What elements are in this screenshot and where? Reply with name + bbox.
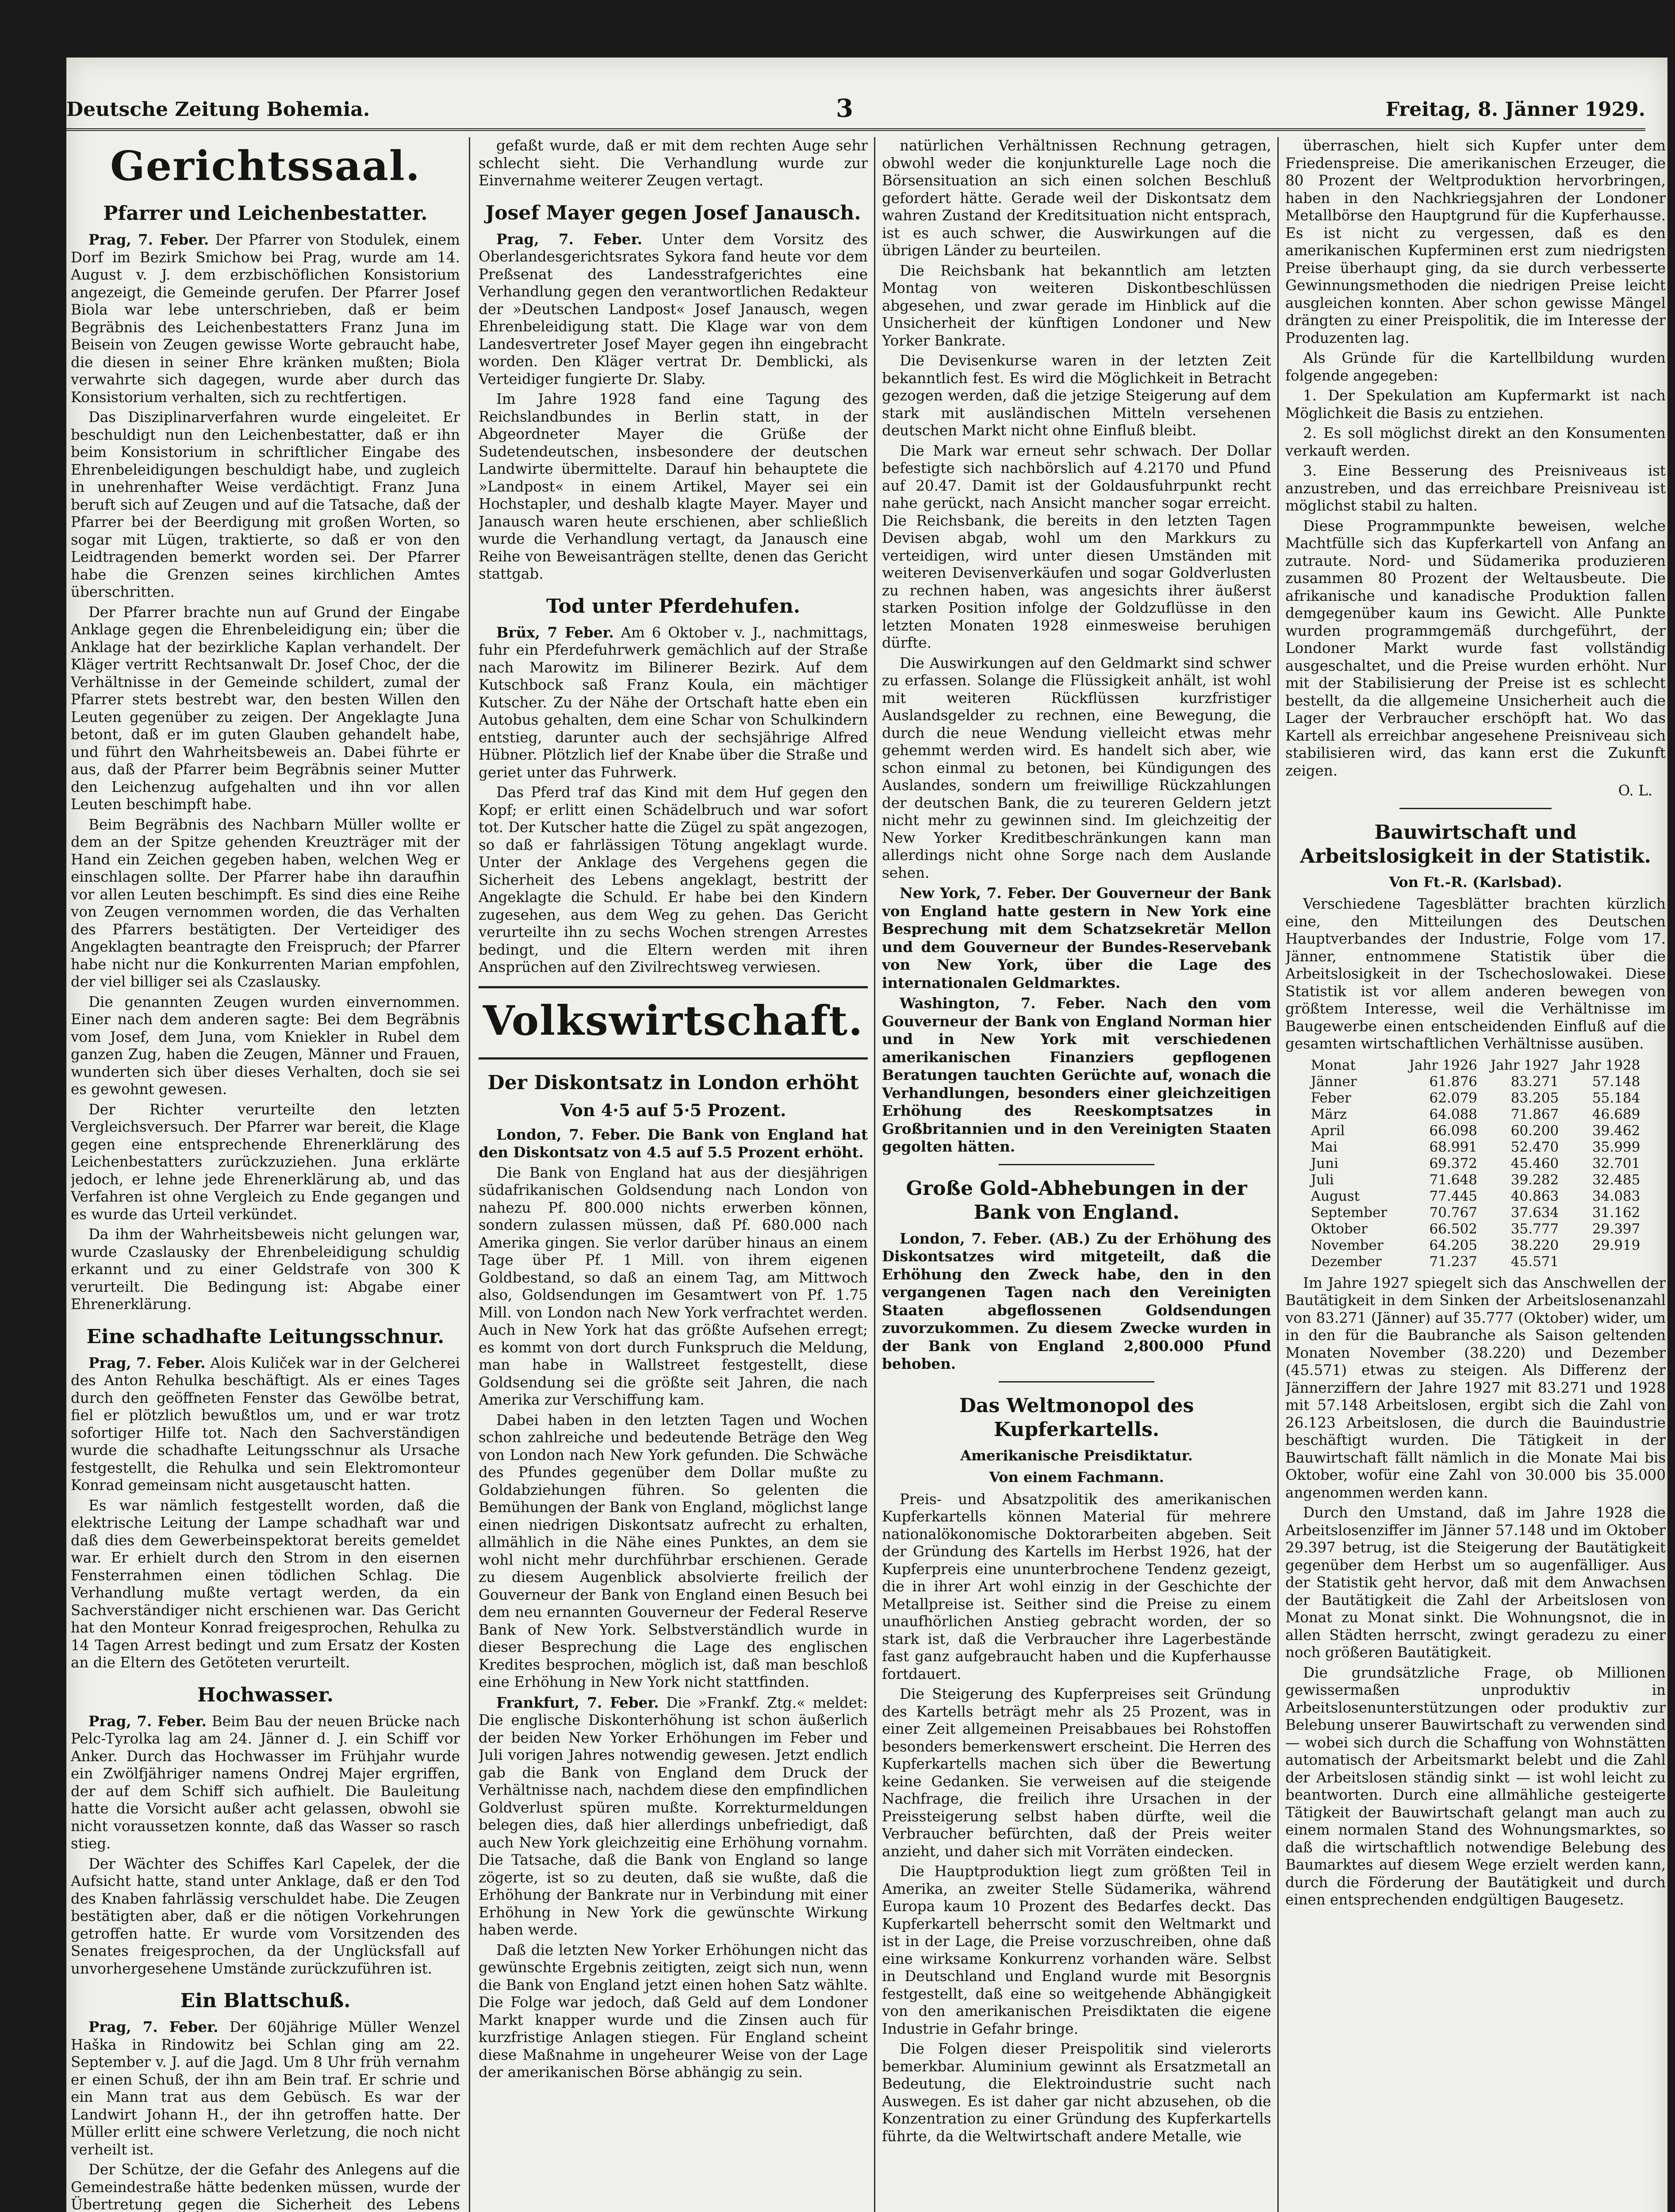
article-paragraph: Das Disziplinarverfahren wurde eingeleitet. Er beschuldigt nun den Leichenbestatter, daß er ihn beim Konsistorium in schriftlicher Eingabe des Ehrenbeleidigungen beschuldigt habe, und zugleich in unehrenhafter Weise verdächtigt. Franz Juna beruft sich auf Zeugen und auf die Tatsache, daß der Pfarrer bei der Beerdigung mit großen Worten, so sogar mit Lügen, traktierte, so daß er von den Leidtragenden bemerkt worden sei. Der Pfarrer habe die Grenzen seines kirchlichen Amtes überschritten.	[71, 409, 460, 600]
section-header-box	[479, 986, 868, 1060]
value-cell: 83.271	[1510, 1073, 1559, 1090]
value-cell: 71.867	[1510, 1106, 1559, 1122]
paragraph-text: Die »Frankf. Ztg.« meldet: Die englische Diskonterhöhung ist schon äußerlich der beiden New Yorker Erhöhungen im Feber und Juli vorigen Jahres notwendig gewesen. Jetzt endlich gab die Bank von England dem Druck der Verhältnisse nach, nachdem diese den empfindlichen Goldverlust spüren mußte. Korrekturmeldungen belegen dies, daß hier allerdings unbefriedigt, daß auch New York gleichzeitig eine Erhöhung vornahm. Die Tatsache, daß die Bank von England so lange zögerte, ist so zu deuten, daß sie wußte, daß die Erhöhung der Bankrate nur in Verbindung mit einer Erhöhung in New York die gewünschte Wirkung haben werde.	[479, 1694, 868, 1938]
article-byline: Von einem Fachmann.	[989, 1469, 1164, 1486]
article-paragraph: gefaßt wurde, daß er mit dem rechten Auge sehr schlecht sieht. Die Verhandlung wurde zur Einvernahme weiterer Zeugen vertagt.	[479, 137, 868, 189]
dateline: Prag, 7. Feber.	[88, 1712, 207, 1730]
article-paragraph	[71, 1713, 460, 1853]
value-cell: 52.470	[1510, 1139, 1559, 1155]
value-cell: 39.462	[1592, 1122, 1641, 1139]
value-cell: 70.767	[1429, 1204, 1478, 1221]
paragraph-text: Nach den vom Gouverneur der Bank von England Norman hier und in New York mit verschiedenen amerikanischen Finanziers gepflogenen Beratungen tauchten Gerüchte auf, wonach die Verhandlungen, besonders einer gleichzeitigen Erhöhung des Reeskomptsatzes in Großbritannien und in den Vereinigten Staaten gegolten hätten.	[882, 995, 1271, 1155]
dateline: Prag, 7. Feber.	[88, 1354, 206, 1371]
article-subtitle: Amerikanische Preisdiktatur.	[960, 1447, 1193, 1464]
issue-date: Freitag, 8. Jänner 1929.	[1385, 98, 1645, 121]
article-title: Das Weltmonopol des Kupferkartells.	[959, 1394, 1194, 1441]
article-title: Große Gold-Abhebungen in der Bank von England.	[906, 1177, 1247, 1224]
month-cell: Mai	[1311, 1139, 1338, 1155]
table-row	[1308, 1221, 1643, 1237]
article-paragraph: Die Mark war erneut sehr schwach. Der Dollar befestigte sich nachbörslich auf 4.2170 und Pfund auf 20.47. Damit ist der Goldausfuhrpunkt recht nahe gerückt, nach Ansicht mancher sogar erreicht. Die Reichsbank, die bereits in den letzten Tagen Devisen abgab, wohl um den Markkurs zu verteidigen, wird unter diesen Umständen mit weiteren Devisenverkäufen und sogar Goldverlusten zu rechnen haben, was angesichts ihrer äußerst starken Position infolge der Goldzuflüsse in den letzten Monaten 1928 einmesweise beruhigen dürfte.	[882, 442, 1271, 651]
article-paragraph: Im Jahre 1927 spiegelt sich das Anschwellen der Bautätigkeit in dem Sinken der Arbeitslosenanzahl von 83.271 (Jänner) auf 35.777 (Oktober) wider, um in den für die Baubranche als Saison geltenden Monaten November (38.220) und Dezember (45.571) etwas zu steigen. Als Differenz der Jännerziffern der Jahre 1927 mit 83.271 und 1928 mit 57.148 Arbeitslosen, ergibt sich die Zahl von 26.123 Arbeitslosen, die durch die Bauindustrie beschäftigt wurden. Die Tätigkeit in der Bauwirtschaft fällt nämlich in die Monate Mai bis Oktober, wofür eine Zahl von 30.000 bis 35.000 angenommen werden kann.	[1285, 1274, 1666, 1501]
column-2	[479, 137, 868, 2212]
value-cell: 60.200	[1510, 1122, 1559, 1139]
newspaper-name: Deutsche Zeitung Bohemia.	[66, 98, 370, 121]
article-paragraph	[71, 1354, 460, 1494]
table-row	[1308, 1172, 1643, 1188]
article-paragraph	[479, 230, 868, 388]
table-row	[1308, 1106, 1643, 1123]
value-cell: 45.571	[1510, 1253, 1559, 1270]
article-paragraph: Das Pferd traf das Kind mit dem Huf gegen den Kopf; er erlitt einen Schädelbruch und war sofort tot. Der Kutscher hatte die Zügel zu spät angezogen, so daß er fahrlässigen Tötung angeklagt wurde. Unter der Anklage des Vergehens gegen die Sicherheit des Lebens angeklagt, bestritt der Angeklagte die Schuld. Er habe bei den Kindern zugesehen, aus dem Weg zu gehen. Das Gericht verurteilte ihn zu sechs Wochen strengen Arrestes bedingt, und die Eltern werden mit ihren Ansprüchen auf den Zivilrechtsweg verwiesen.	[479, 784, 868, 975]
column-1	[71, 137, 460, 2212]
month-cell: Juli	[1311, 1171, 1334, 1188]
value-cell: 34.083	[1592, 1188, 1641, 1204]
divider	[1399, 808, 1552, 809]
article-lead	[479, 1126, 868, 1162]
list-item: 1. Der Spekulation am Kupfermarkt ist nach Möglichkeit die Basis zu entziehen.	[1285, 387, 1666, 422]
column-rule	[874, 137, 875, 2212]
column-3	[882, 137, 1271, 2212]
value-cell: 37.634	[1510, 1204, 1559, 1221]
paragraph-text: Zu der Erhöhung des Diskontsatzes wird mitgeteilt, daß die Erhöhung den Zweck habe, den in den vergangenen Tagen nach den Vereinigten Staaten abgeflossenen Goldsendungen zuvorzukommen. Zu diesem Zwecke wurden in der Bank von England 2,800.000 Pfund behoben.	[882, 1229, 1271, 1372]
value-cell: 68.991	[1429, 1139, 1478, 1155]
list-item: 3. Eine Besserung des Preisniveaus ist anzustreben, und das erreichbare Preisniveau ist möglichst stabil zu halten.	[1285, 462, 1666, 514]
page-number: 3	[836, 94, 853, 123]
article-paragraph: Preis- und Absatzpolitik des amerikanischen Kupferkartells können Material für mehrere nationalökonomische Doktorarbeiten abgeben. Seit der Gründung des Kartells im Herbst 1926, hat der Kupferpreis eine ununterbrochene Tendenz gezeigt, die in ihrer Art wohl einzig in der Geschichte der Metallpreise ist. Seither sind die Preise zu einem unaufhörlichen Anstieg gebracht worden, der so stark ist, daß die Verbraucher ihre Lagerbestände fast ganz aufgebraucht haben und die Kupferhausse fortdauert.	[882, 1490, 1271, 1682]
value-cell: 83.205	[1510, 1090, 1559, 1106]
section-title-volkswirtschaft: Volkswirtschaft.	[483, 996, 864, 1045]
value-cell: 40.863	[1510, 1188, 1559, 1204]
value-cell: 32.701	[1592, 1155, 1641, 1171]
article-paragraph: Da ihm der Wahrheitsbeweis nicht gelungen war, wurde Czaslausky der Ehrenbeleidigung schuldig erkannt und zu einer Geldstrafe von 300 K verurteilt. Die Bedingung ist: Abgabe einer Ehrenerklärung.	[71, 1226, 460, 1313]
author-signature: O. L.	[1618, 782, 1652, 799]
paragraph-text: Beim Bau der neuen Brücke nach Pelc-Tyrolka lag am 24. Jänner d. J. ein Schiff vor Anker. Durch das Hochwasser im Frühjahr wurde ein Zwölfjähriger namens Ondrej Majer ergriffen, der auf dem Schiff sich aufhielt. Die Bauleitung hatte die Vorsicht außer acht gelassen, obwohl sie nicht voraussetzen konnte, daß das Wasser so rasch stieg.	[71, 1713, 460, 1852]
article-title: Hochwasser.	[197, 1683, 334, 1706]
dateline: Frankfurt, 7. Feber.	[496, 1694, 659, 1711]
month-cell: Oktober	[1311, 1221, 1368, 1237]
dateline: Brüx, 7 Feber.	[496, 623, 614, 641]
table-row	[1308, 1254, 1643, 1270]
dateline: London, 7. Feber. (AB.)	[900, 1229, 1091, 1247]
value-cell: 29.397	[1592, 1221, 1641, 1237]
article-paragraph: Verschiedene Tagesblätter brachten kürzlich eine, den Mitteilungen des Deutschen Hauptverbandes der Industrie, Folge vom 17. Jänner, entnommene Statistik über die Arbeitslosigkeit in der Tschechoslowakei. Diese Statistik ist vor allem anderen bewegen von größtem Interesse, weil die Verhältnisse im Baugewerbe einen entscheidenden Einfluß auf die gesamten wirtschaftlichen Verhältnisse ausüben.	[1285, 895, 1666, 1052]
value-cell: 66.502	[1429, 1221, 1478, 1237]
lead-text: Die Bank von England hat den Diskontsatz von 4.5 auf 5.5 Prozent erhöht.	[479, 1125, 868, 1161]
article-paragraph	[71, 231, 460, 406]
article-paragraph: Durch den Umstand, daß im Jahre 1928 die Arbeitslosenziffer im Jänner 57.148 und im Oktober 29.397 betrug, ist die Steigerung der Bautätigkeit gegenüber dem Herbst um so augenfälliger. Aus der Statistik geht hervor, daß mit dem Anwachsen der Bautätigkeit die Zahl der Arbeitslosen von Monat zu Monat sinkt. Die Wohnungsnot, die in allen Städten herrscht, zwingt geradezu zu einer noch größeren Bautätigkeit.	[1285, 1504, 1666, 1661]
article-paragraph: Die Folgen dieser Preispolitik sind vielerorts bemerkbar. Aluminium gewinnt als Ersatzmetall an Bedeutung, die Elektroindustrie sucht nach Auswegen. Es ist daher gar nicht abzusehen, ob die Konzentration zu einer Gründung des Kupferkartells führte, da die Weltwirtschaft andere Metalle, wie	[882, 2040, 1271, 2145]
value-cell: 77.445	[1429, 1188, 1478, 1204]
table-row	[1308, 1139, 1643, 1156]
table-header: Monat	[1311, 1057, 1356, 1073]
article-paragraph: natürlichen Verhältnissen Rechnung getragen, obwohl weder die konjunkturelle Lage noch die Börsensituation an sich einen solchen Beschluß gefordert hätte. Gerade weil der Diskontsatz dem wahren Zustand der Kreditsituation nicht entsprach, ist es auch schwer, die Auswirkungen auf die übrigen Länder zu beurteilen.	[882, 137, 1271, 259]
article-paragraph: Der Wächter des Schiffes Karl Capelek, der die Aufsicht hatte, stand unter Anklage, daß er den Tod des Knaben fahrlässig verschuldet habe. Die Zeugen bestätigten aber, daß er die nötigen Vorkehrungen getroffen hatte. Er wurde vom Vorsitzenden des Senates freigesprochen, da der Unglücksfall auf unvorhergesehene Umstände zurückzuführen ist.	[71, 1855, 460, 1977]
article-paragraph: Die Reichsbank hat bekanntlich am letzten Montag von weiteren Diskontbeschlüssen abgesehen, und zwar gerade im Hinblick auf die Unsicherheit der künftigen Londoner und New Yorker Bankrate.	[882, 262, 1271, 349]
divider	[999, 1381, 1154, 1382]
paragraph-text: Unter dem Vorsitz des Oberlandesgerichtsrates Sykora fand heute vor dem Preßsenat des Landesstrafgerichtes eine Verhandlung gegen den verantwortlichen Redakteur der »Deutschen Landpost« Josef Janausch, wegen Ehrenbeleidigung statt. Die Klage war von dem Landesvertreter Josef Mayer gegen ihn eingebracht worden. Den Kläger vertrat Dr. Demblicki, als Verteidiger fungierte Dr. Slaby.	[479, 230, 868, 388]
table-row	[1308, 1156, 1643, 1172]
article-paragraph: Die Steigerung des Kupferpreises seit Gründung des Kartells beträgt mehr als 25 Prozent, was in einer Zeit allgemeinen Preisabbaues bei Rohstoffen besonders bemerkenswert erscheint. Die Herren des Kupferkartells machen sich über die Bewertung keine Gedanken. Sie verweisen auf die steigende Nachfrage, die freilich ihre Ursachen in der Preissteigerung selbst haben dürfte, weil die Verbraucher befürchten, daß der Preis weiter anzieht, und daher sich mit Vorräten eindecken.	[882, 1686, 1271, 1860]
article-paragraph: Die genannten Zeugen wurden einvernommen. Einer nach dem anderen sagte: Bei dem Begräbnis vom Josef, dem Juna, vom Kniekler in Rubel dem ganzen Zug, haben die Zeugen, Männer und Frauen, wunderten sich über dieses Verhalten, doch sie sei es gewohnt gewesen.	[71, 993, 460, 1098]
table-row	[1308, 1237, 1643, 1254]
table-row	[1308, 1205, 1643, 1221]
paragraph-text: Alois Kuliček war in der Gelcherei des Anton Rehulka beschäftigt. Als er eines Tages durch den geöffneten Fenster das Gewölbe betrat, fiel er plötzlich bewußtlos um, und er war trotz sofortiger Hilfe tot. Nach den Sachverständigen wurde die schadhafte Leitungsschnur als Ursache festgestellt, die Rehulka und sein Elektromonteur Konrad gemeinsam nicht ausgetauscht hatten.	[71, 1354, 460, 1494]
month-cell: August	[1311, 1188, 1360, 1204]
value-cell: 71.648	[1429, 1171, 1478, 1188]
table-header: Jahr 1926	[1409, 1057, 1478, 1073]
article-title: Tod unter Pferdehufen.	[546, 595, 801, 618]
dateline: Washington, 7. Feber.	[900, 995, 1105, 1012]
value-cell: 71.237	[1429, 1253, 1478, 1270]
value-cell: 66.098	[1429, 1122, 1478, 1139]
article-title: Eine schadhafte Leitungsschnur.	[86, 1325, 445, 1348]
article-paragraph: Es war nämlich festgestellt worden, daß die elektrische Leitung der Lampe schadhaft war und daß dies dem Gewerbeinspektorat bereits gemeldet war. Er erhielt durch den Strom in den eisernen Fensterrahmen einen tödlichen Schlag. Die Verhandlung mußte vertagt werden, da ein Sachverständiger nicht erschienen war. Das Gericht hat den Monteur Konrad freigesprochen, Rehulka zu 14 Tagen Arrest bedingt und zum Ersatz der Kosten an die Eltern des Getöteten verurteilt.	[71, 1497, 460, 1671]
paragraph-text: Der Gouverneur der Bank von England hatte gestern in New York eine Besprechung mit dem Schatzsekretär Mellon und dem Gouverneur der Bundes-Reservebank von New York, über die Lage des internationalen Geldmarktes.	[882, 884, 1271, 991]
article-title: Pfarrer und Leichenbestatter.	[103, 202, 428, 225]
value-cell: 39.282	[1510, 1171, 1559, 1188]
article-paragraph	[479, 624, 868, 782]
article-paragraph: Der Richter verurteilte den letzten Vergleichsversuch. Der Pfarrer war bereit, die Klage gegen eine entsprechende Ehrenerklärung des Leichenbestatters zurückzuziehen. Juna erklärte jedoch, er lehne jede Ehrenerklärung ab, und das Verfahren ist ohne Vergleich zu Ende gegangen und es wurde das Urteil verkündet.	[71, 1101, 460, 1223]
paragraph-text: Der 60jährige Müller Wenzel Haška in Rindowitz bei Schlan ging am 22. September v. J. auf die Jagd. Um 8 Uhr früh vernahm er einen Schuß, der ihn am Bein traf. Er schrie und ein Mann trat aus dem Gebüsch. Es war der Landwirt Johann H., der ihn getroffen hatte. Der Müller erlitt eine schwere Verletzung, die noch nicht verheilt ist.	[71, 2019, 460, 2158]
column-rule	[1277, 137, 1279, 2212]
value-cell: 35.777	[1510, 1221, 1559, 1237]
article-paragraph: Als Gründe für die Kartellbildung wurden folgende angegeben:	[1285, 349, 1666, 384]
article-subtitle: Von 4·5 auf 5·5 Prozent.	[560, 1100, 786, 1120]
article-paragraph: Die Bank von England hat aus der diesjährigen südafrikanischen Goldsendung nach London von nahezu Pf. 800.000 nichts erwerben können, sondern zulassen müssen, daß Pf. 680.000 nach Amerika gingen. Sie verlor darüber hinaus an einem Tage über Pf. 1 Mill. von ihrem eigenen Goldbestand, so daß an einem Tag, am Mittwoch also, Goldsendungen im Gesamtwert von Pf. 1.75 Mill. von London nach New York verfrachtet werden. Auch in New York hat das größte Aufsehen erregt; es kommt von dort durch Funkspruch die Meldung, man habe in Wallstreet festgestellt, diese Goldsendung sei die größte seit Jahren, die nach Amerika zur Verschiffung kam.	[479, 1164, 868, 1408]
value-cell: 61.876	[1429, 1073, 1478, 1090]
article-paragraph: Die Devisenkurse waren in der letzten Zeit bekanntlich fest. Es wird die Möglichkeit in Betracht gezogen werden, daß die jetzige Steigerung auf dem stark mit ausländischen Mitteln versehenen deutschen Markt nicht ohne Einfluß bleibt.	[882, 352, 1271, 439]
dateline: Prag, 7. Feber.	[88, 2018, 218, 2035]
dateline: Prag, 7. Feber.	[88, 231, 209, 248]
article-paragraph: Dabei haben in den letzten Tagen und Wochen schon zahlreiche und bedeutende Beträge den Weg von London nach New York gefunden. Die Schwäche des Pfundes gegenüber dem Dollar mußte zu Goldabziehungen führen. So gelenten die Bemühungen der Bank von England, möglichst lange einen niedrigen Diskontsatz aufrecht zu erhalten, allmählich in die Nähe eines Punktes, an dem sie wohl nicht mehr durchführbar erschienen. Gerade zu diesem Augenblick absolvierte freilich der Gouverneur der Bank von England einen Besuch bei dem neu ernannten Gouverneur der Federal Reserve Bank of New York. Selbstverständlich wurde in dieser Besprechung die Lage des englischen Kredites besprochen, möglich ist, daß man beschloß eine Erhöhung in New York nicht stattfinden.	[479, 1411, 868, 1690]
dateline: Prag, 7. Feber.	[496, 230, 643, 248]
month-cell: Jänner	[1311, 1073, 1357, 1090]
paragraph-text: Der Pfarrer von Stodulek, einem Dorf im Bezirk Smichow bei Prag, wurde am 14. August v. J. dem erzbischöflichen Konsistorium angezeigt, die Gemeinde gerufen. Der Pfarrer Josef Biola war lebe unterschrieben, daß er beim Begräbnis des Leichenbestatters Franz Juna im Beisein von Zeugen gewisse Worte gebraucht habe, die diesen in seiner Ehre kränken mußten; Biola verwahrte sich dagegen, wurde aber durch das Konsistorium verhalten, sich zu rechtfertigen.	[71, 231, 460, 406]
unemployment-table	[1308, 1057, 1643, 1270]
paragraph-text: Am 6 Oktober v. J., nachmittags, fuhr ein Pferdefuhrwerk gemächlich auf der Straße nach Marowitz im Bilinerer Bezirk. Auf dem Kutschbock saß Franz Koula, ein mächtiger Kutscher. Zu der Nähe der Ortschaft hatte eben ein Autobus gehalten, dem eine Schar von Schulkindern entstieg, darunter auch der sechsjährige Alfred Hübner. Plötzlich lief der Knabe über die Straße und geriet unter das Fuhrwerk.	[479, 624, 868, 781]
masthead	[66, 62, 1645, 131]
value-cell: 32.485	[1592, 1171, 1641, 1188]
article-paragraph: Der Schütze, der die Gefahr des Anlegens auf die Gemeindestraße hätte bedenken müssen, wurde der Übertretung gegen die Sicherheit des Lebens	[71, 2161, 460, 2212]
table-header: Jahr 1928	[1572, 1057, 1641, 1073]
month-cell: November	[1311, 1237, 1384, 1253]
article-title: Der Diskontsatz in London erhöht	[487, 1071, 859, 1094]
table-body	[1308, 1074, 1643, 1270]
article-paragraph: Die grundsätzliche Frage, ob Millionen gewissermaßen unproduktiv in Arbeitslosenunterstützungen oder produktiv zur Belebung unserer Bauwirtschaft zu verwenden sind — wobei sich durch die Schaffung von Wohnstätten automatisch der Arbeitsmarkt belebt und die Zahl der Arbeitslosen ständig sinkt — ist wohl leicht zu beantworten. Durch eine allmähliche gesteigerte Tätigkeit der Bauwirtschaft gelangt man auch zu einem normalen Stand des Wohnungsmarktes, so daß die wirtschaftlich notwendige Belebung des Baumarktes auf diesem Wege erzielt werden kann, durch die Förderung der Bautätigkeit und durch einen entsprechenden endgültigen Baugesetz.	[1285, 1664, 1666, 1908]
article-paragraph	[71, 2018, 460, 2158]
value-cell: 35.999	[1592, 1139, 1641, 1155]
value-cell: 69.372	[1429, 1155, 1478, 1171]
article-paragraph: überraschen, hielt sich Kupfer unter dem Friedenspreise. Die amerikanischen Erzeuger, die 80 Prozent der Weltproduktion hervorbringen, haben in den Nachkriegsjahren der Londoner Metallbörse den Hauptgrund für die Kupferhausse. Es ist nicht zu vergessen, daß es den amerikanischen Kupferminen erst zum niedrigsten Preise überhaupt ging, da sie durch verbesserte Gewinnungsmethoden die niedrigen Preise leicht ausgleichen konnten. Aber schon gewisse Mängel drängten zu einer Preispolitik, die im Interesse der Produzenten lag.	[1285, 137, 1666, 346]
value-cell: 45.460	[1510, 1155, 1559, 1171]
table-row	[1308, 1074, 1643, 1090]
month-cell: Feber	[1311, 1090, 1351, 1106]
value-cell: 57.148	[1592, 1073, 1641, 1090]
value-cell	[1561, 1254, 1643, 1270]
value-cell: 29.919	[1592, 1237, 1641, 1253]
table-header: Jahr 1927	[1490, 1057, 1559, 1073]
month-cell: Juni	[1311, 1155, 1338, 1171]
article-title: Bauwirtschaft und Arbeitslosigkeit in der Statistik.	[1300, 821, 1651, 868]
article-paragraph: Diese Programmpunkte beweisen, welche Machtfülle sich das Kupferkartell von Anfang an zutraute. Nord- und Südamerika produzieren zusammen 80 Prozent der Weltausbeute. Die afrikanische und kanadische Produktion fallen demgegenüber kaum ins Gewicht. Alle Punkte wurden programmgemäß durchgeführt, der Londoner Markt wurde fast vollständig ausgeschaltet, und die Preise wurden erhöht. Nur mit der Stabilisierung der Preise ist es schlecht bestellt, da die allgemeine Unsicherheit auch die Lager der Verbraucher erschöpft hat. Wo das Kartell als erreichbar angesehene Preisniveau sich stabilisieren wird, das kann erst die Zukunft zeigen.	[1285, 517, 1666, 779]
value-cell: 64.205	[1429, 1237, 1478, 1253]
article-title: Josef Mayer gegen Josef Janausch.	[485, 201, 861, 224]
article-paragraph	[479, 1694, 868, 1939]
list-item: 2. Es soll möglichst direkt an den Konsumenten verkauft werden.	[1285, 425, 1666, 459]
article-paragraph: Die Hauptproduktion liegt zum größten Teil in Amerika, an zweiter Stelle Südamerika, während Europa kaum 10 Prozent des Bedarfes deckt. Das Kupferkartell beherrscht somit den Weltmarkt und ist in der Lage, die Preise vorzuschreiben, ohne daß eine wirksame Konkurrenz vorhanden wäre. Selbst in Deutschland und England wurde mit Besorgnis festgestellt, daß eine so weitgehende Abhängigkeit von den amerikanischen Preisdiktaten die eigene Industrie in Gefahr bringe.	[882, 1863, 1271, 2037]
column-4	[1285, 137, 1666, 2212]
article-paragraph	[882, 995, 1271, 1156]
article-byline: Von Ft.-R. (Karlsbad).	[1389, 873, 1562, 891]
value-cell: 31.162	[1592, 1204, 1641, 1221]
month-cell: Dezember	[1311, 1253, 1382, 1270]
value-cell: 38.220	[1510, 1237, 1559, 1253]
article-paragraph: Daß die letzten New Yorker Erhöhungen nicht das gewünschte Ergebnis zeitigten, zeigt sich nun, wenn die Bank von England jetzt einen hohen Satz wählte. Die Folge war jedoch, daß Geld auf dem Londoner Markt knapper wurde und die Zinsen auch für kurzfristige Anlagen stiegen. Für England scheint diese Maßnahme in ungeheurer Weise von der Lage der amerikanischen Börse abhängig zu sein.	[479, 1941, 868, 2081]
table-row	[1308, 1188, 1643, 1205]
value-cell: 55.184	[1592, 1090, 1641, 1106]
value-cell: 62.079	[1429, 1090, 1478, 1106]
month-cell: September	[1311, 1204, 1388, 1221]
article-paragraph: Beim Begräbnis des Nachbarn Müller wollte er dem an der Spitze gehenden Kreuzträger mit der Hand ein Zeichen gegeben haben, welchen Weg er einschlagen sollte. Der Pfarrer habe ihn daraufhin vor allen Leuten beschimpft. Es sind dies eine Reihe von Zeugen vernommen worden, die das Verhalten des Pfarrers bestätigten. Der Verteidiger des Angeklagten beantragte den Freispruch; der Pfarrer habe nicht nur die Konkurrenten Marian empfohlen, der viel billiger sei als Czaslausky.	[71, 816, 460, 990]
month-cell: März	[1311, 1106, 1347, 1122]
dateline: London, 7. Feber.	[496, 1125, 640, 1143]
value-cell: 46.689	[1592, 1106, 1641, 1122]
article-paragraph: Der Pfarrer brachte nun auf Grund der Eingabe Anklage gegen die Ehrenbeleidigung ein; über die Anklage hat der bezirkliche Kaplan verhandelt. Der Kläger vertritt Rechtsanwalt Dr. Josef Choc, der die Verhältnisse in der Gemeinde schildert, zumal der Pfarrer stets bestrebt war, den besten Willen den Leuten gegenüber zu zeigen. Der Angeklagte Juna betont, daß er im guten Glauben gehandelt habe, und führt den Wahrheitsbeweis an. Dabei führte er aus, daß der Pfarrer beim Begräbnis seiner Mutter den Leichenzug aufgehalten und ihn vor allen Leuten beschimpft habe.	[71, 603, 460, 813]
article-paragraph	[882, 1230, 1271, 1373]
table-header-row	[1308, 1057, 1643, 1074]
table-row	[1308, 1123, 1643, 1139]
article-paragraph	[882, 884, 1271, 992]
column-rule	[469, 137, 470, 2212]
value-cell: 64.088	[1429, 1106, 1478, 1122]
dateline: New York, 7. Feber.	[900, 884, 1057, 902]
table-row	[1308, 1090, 1643, 1106]
article-title: Ein Blattschuß.	[180, 1989, 351, 2012]
article-paragraph: Die Auswirkungen auf den Geldmarkt sind schwer zu erfassen. Solange die Flüssigkeit anhält, ist wohl mit weiteren Rückflüssen kurzfristiger Auslandsgelder zu rechnen, eine Bewegung, die durch die neue Wendung vielleicht etwas mehr gehemmt werden wird. Es handelt sich aber, wie schon einmal zu betonen, bei Kündigungen des Auslandes, sondern um freiwillige Rückzahlungen der deutschen Bank, die zu teureren Geldern jetzt nicht mehr zu gewinnen sind. Im gleichzeitig der New Yorker Kreditbeschränkungen kann man allerdings nicht ohne Sorge nach dem Auslande sehen.	[882, 654, 1271, 881]
divider	[999, 1164, 1154, 1165]
article-paragraph: Im Jahre 1928 fand eine Tagung des Reichslandbundes in Berlin statt, in der Abgeordneter Mayer die Grüße der Sudetendeutschen, insbesondere der deutschen Landwirte übermittelte. Darauf hin behauptete die »Landpost« in einem Artikel, Mayer sei ein Hochstapler, und deshalb klagte Mayer. Mayer und Janausch waren heute erschienen, aber schließlich wurde die Verhandlung vertagt, da Janausch eine Reihe von Beweisanträgen stellte, denen das Gericht stattgab.	[479, 391, 868, 582]
section-title-gerichtssaal: Gerichtssaal.	[110, 142, 421, 190]
month-cell: April	[1311, 1122, 1345, 1139]
